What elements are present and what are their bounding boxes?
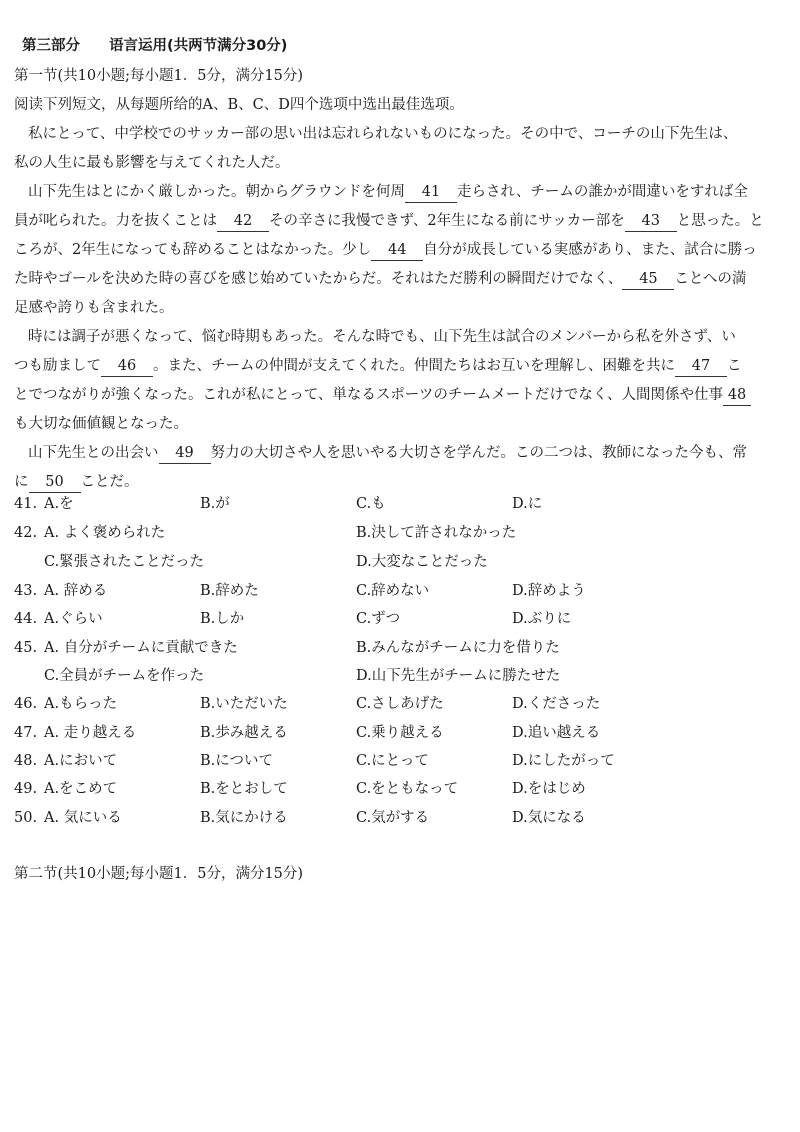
- question-number: 50.: [14, 810, 38, 826]
- option-row: [14, 523, 790, 543]
- passage-text: た時やゴールを決めた時の喜びを感じ始めていたからだ。それはただ勝利の瞬間だけでなく、: [14, 271, 623, 287]
- passage-text: ころが、2年生になっても辞めることはなかった。少し: [14, 242, 372, 258]
- option-b: B.辞めた: [200, 583, 259, 599]
- blank-46: 46: [101, 356, 153, 377]
- blank-43: 43: [625, 211, 677, 232]
- option-c: C.も: [356, 496, 386, 512]
- option-b: B.しか: [200, 611, 245, 627]
- option-row: [14, 666, 790, 686]
- passage-text: ことへの満: [674, 271, 747, 287]
- option-b: B.気にかける: [200, 810, 288, 826]
- question-number: 49.: [14, 781, 38, 797]
- option-d: D.ぶりに: [512, 611, 572, 627]
- option-c: C.ずつ: [356, 611, 401, 627]
- option-row: [14, 494, 790, 514]
- blank-44: 44: [371, 240, 423, 261]
- passage-line: 足感や誇りも含まれた。: [14, 300, 174, 316]
- question-number: 42.: [14, 525, 38, 541]
- option-row: [14, 808, 790, 828]
- passage-text: 山下先生との出会い: [28, 445, 159, 461]
- option-row: [14, 694, 790, 714]
- passage-line: 私にとって、中学校でのサッカー部の思い出は忘れられないものになった。その中で、コーチの山下先生は、: [28, 126, 738, 142]
- passage-text: ことだ。: [80, 474, 139, 490]
- passage-line: [14, 240, 790, 261]
- option-d: D.辞めよう: [512, 583, 586, 599]
- option-b: B.が: [200, 496, 230, 512]
- option-row: [14, 779, 790, 799]
- option-d: D.大変なことだった: [356, 554, 488, 570]
- option-b: B.みんながチームに力を借りた: [356, 640, 560, 656]
- option-a: A.を: [44, 496, 74, 512]
- blank-50: 50: [29, 472, 81, 493]
- passage-line: [28, 443, 800, 464]
- passage-text: とでつながりが強くなった。これが私にとって、単なるスポーツのチームメートだけでなく、人間関係や仕事: [14, 387, 724, 403]
- option-d: D.に: [512, 496, 543, 512]
- passage-text: 山下先生はとにかく厳しかった。朝からグラウンドを何周: [28, 184, 405, 200]
- option-a: A.もらった: [44, 696, 118, 712]
- blank-48: 48: [723, 385, 751, 406]
- blank-49: 49: [159, 443, 211, 464]
- option-row: [14, 723, 790, 743]
- option-a: A. 辞める: [44, 583, 108, 599]
- passage-text: 走らされ、チームの誰かが間違いをすれば全: [457, 184, 748, 200]
- section-2-heading: 第二节(共10小题;每小题1．5分，满分15分): [14, 866, 304, 882]
- option-row: [14, 581, 790, 601]
- passage-line: 時には調子が悪くなって、悩む時期もあった。そんな時でも、山下先生は試合のメンバーから私を外さず、い: [28, 329, 736, 345]
- passage-line: [28, 182, 800, 203]
- option-c: C.乗り越える: [356, 725, 444, 741]
- question-number: 48.: [14, 753, 38, 769]
- passage-text: 努力の大切さや人を思いやる大切さを学んだ。この二つは、教師になった今も、常: [210, 445, 747, 461]
- question-number: 47.: [14, 725, 38, 741]
- passage-text: 員が叱られた。力を抜くことは: [14, 213, 217, 229]
- passage-line: [14, 356, 790, 377]
- option-d: D.をはじめ: [512, 781, 586, 797]
- option-row: [14, 751, 790, 771]
- passage-text: に: [14, 474, 29, 490]
- passage-line: [14, 211, 790, 232]
- passage-text: こ: [727, 358, 742, 374]
- passage-line: も大切な価値観となった。: [14, 416, 188, 432]
- option-a: A.において: [44, 753, 118, 769]
- passage-text: つも励まして: [14, 358, 101, 374]
- option-c: C.全員がチームを作った: [44, 668, 205, 684]
- option-row: [14, 552, 790, 572]
- option-row: [14, 609, 790, 629]
- option-c: C.気がする: [356, 810, 430, 826]
- question-number: 44.: [14, 611, 38, 627]
- option-row: [14, 638, 790, 658]
- option-d: D.気になる: [512, 810, 586, 826]
- option-d: D.追い越える: [512, 725, 601, 741]
- option-a: A.をこめて: [44, 781, 118, 797]
- passage-line: [14, 269, 790, 290]
- option-d: D.くださった: [512, 696, 601, 712]
- option-a: A. よく褒められた: [44, 525, 166, 541]
- blank-41: 41: [405, 182, 457, 203]
- option-b: B.決して許されなかった: [356, 525, 517, 541]
- passage-text: その辛さに我慢できず、2年生になる前にサッカー部を: [269, 213, 625, 229]
- option-c: C.をともなって: [356, 781, 459, 797]
- passage-text: 自分が成長している実感があり、また、試合に勝っ: [423, 242, 757, 258]
- option-b: B.について: [200, 753, 273, 769]
- blank-45: 45: [622, 269, 674, 290]
- option-a: A. 自分がチームに貢献できた: [44, 640, 238, 656]
- blank-42: 42: [217, 211, 269, 232]
- instruction: 阅读下列短文，从每题所给的A、B、C、D四个选项中选出最佳选项。: [14, 97, 464, 113]
- option-c: C.さしあげた: [356, 696, 444, 712]
- option-c: C.辞めない: [356, 583, 430, 599]
- passage-line: 私の人生に最も影響を与えてくれた人だ。: [14, 155, 290, 171]
- question-number: 41.: [14, 496, 38, 512]
- option-c: C.にとって: [356, 753, 429, 769]
- option-a: A. 気にいる: [44, 810, 122, 826]
- option-a: A. 走り越える: [44, 725, 137, 741]
- option-c: C.緊張されたことだった: [44, 554, 205, 570]
- blank-47: 47: [675, 356, 727, 377]
- section-1-heading: 第一节(共10小题;每小题1．5分，满分15分): [14, 68, 304, 84]
- option-b: B.歩み越える: [200, 725, 288, 741]
- option-b: B.いただいた: [200, 696, 288, 712]
- option-d: D.山下先生がチームに勝たせた: [356, 668, 561, 684]
- question-number: 45.: [14, 640, 38, 656]
- passage-line: [14, 385, 790, 406]
- option-d: D.にしたがって: [512, 753, 615, 769]
- option-a: A.ぐらい: [44, 611, 103, 627]
- passage-text: 。また、チームの仲間が支えてくれた。仲間たちはお互いを理解し、困難を共に: [153, 358, 675, 374]
- question-number: 43.: [14, 583, 38, 599]
- passage-text: と思った。と: [676, 213, 764, 229]
- question-number: 46.: [14, 696, 38, 712]
- part-title: 第三部分 语言运用(共两节满分30分): [22, 38, 288, 54]
- passage-line: [14, 472, 790, 493]
- option-b: B.をとおして: [200, 781, 288, 797]
